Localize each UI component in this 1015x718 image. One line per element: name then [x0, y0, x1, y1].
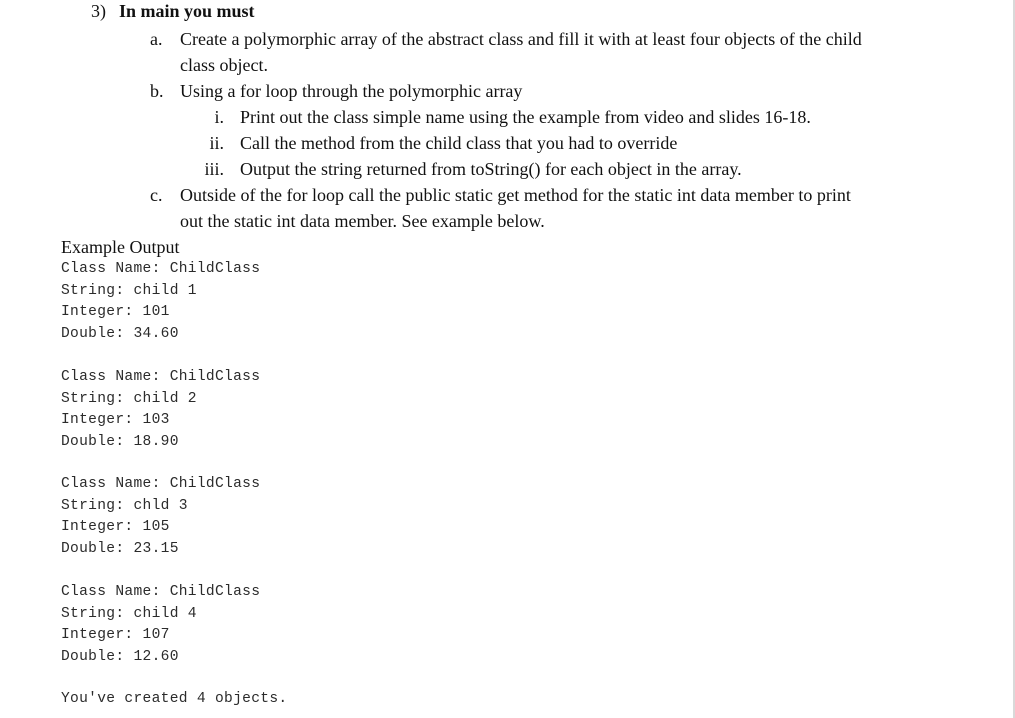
sub-marker-ii: ii. — [209, 133, 224, 153]
output-line: Class Name: ChildClass — [61, 476, 261, 492]
output-line: Double: 18.90 — [61, 433, 179, 450]
sub-item-i-text: Print out the class simple name using the example from video and slides 16-18. — [240, 107, 811, 127]
output-line: Integer: 101 — [61, 304, 170, 321]
output-line: Class Name: ChildClass — [61, 261, 261, 277]
output-block-4 — [61, 582, 260, 668]
section-number: 3) — [91, 1, 106, 21]
objects-created-line: You've created 4 objects. — [61, 691, 288, 707]
output-line: Class Name: ChildClass — [61, 369, 261, 385]
list-item-a-line-1: Create a polymorphic array of the abstract class and fill it with at least four objects of the child — [180, 29, 862, 49]
output-line: Class Name: ChildClass — [61, 584, 261, 600]
output-block-3 — [61, 474, 260, 560]
list-marker-a: a. — [150, 29, 163, 49]
example-output-heading: Example Output — [61, 237, 180, 257]
output-line: String: child 2 — [61, 390, 197, 407]
sub-item-iii-text: Output the string returned from toString() for each object in the array. — [240, 159, 742, 179]
sub-item-ii-text: Call the method from the child class that you had to override — [240, 133, 678, 153]
sub-marker-iii: iii. — [204, 159, 224, 179]
list-item-c-line-1: Outside of the for loop call the public static get method for the static int data member to print — [180, 185, 851, 205]
output-line: Integer: 103 — [61, 412, 170, 429]
list-marker-b: b. — [150, 81, 164, 101]
output-line: String: chld 3 — [61, 497, 188, 514]
output-block-2 — [61, 367, 260, 453]
list-item-c-line-2: out the static int data member. See example below. — [180, 211, 545, 231]
output-line: Double: 12.60 — [61, 648, 179, 665]
output-line: Double: 23.15 — [61, 540, 179, 557]
output-line: Integer: 107 — [61, 627, 170, 644]
list-marker-c: c. — [150, 185, 163, 205]
output-block-1 — [61, 259, 260, 345]
output-line: String: child 4 — [61, 605, 197, 622]
output-line: Integer: 105 — [61, 519, 170, 536]
section-title: In main you must — [119, 1, 255, 21]
output-line: String: child 1 — [61, 282, 197, 299]
sub-marker-i: i. — [214, 107, 224, 127]
section-heading — [91, 0, 255, 24]
list-item-a-line-2: class object. — [180, 55, 268, 75]
list-item-b-line-1: Using a for loop through the polymorphic array — [180, 81, 523, 101]
output-line: Double: 34.60 — [61, 325, 179, 342]
